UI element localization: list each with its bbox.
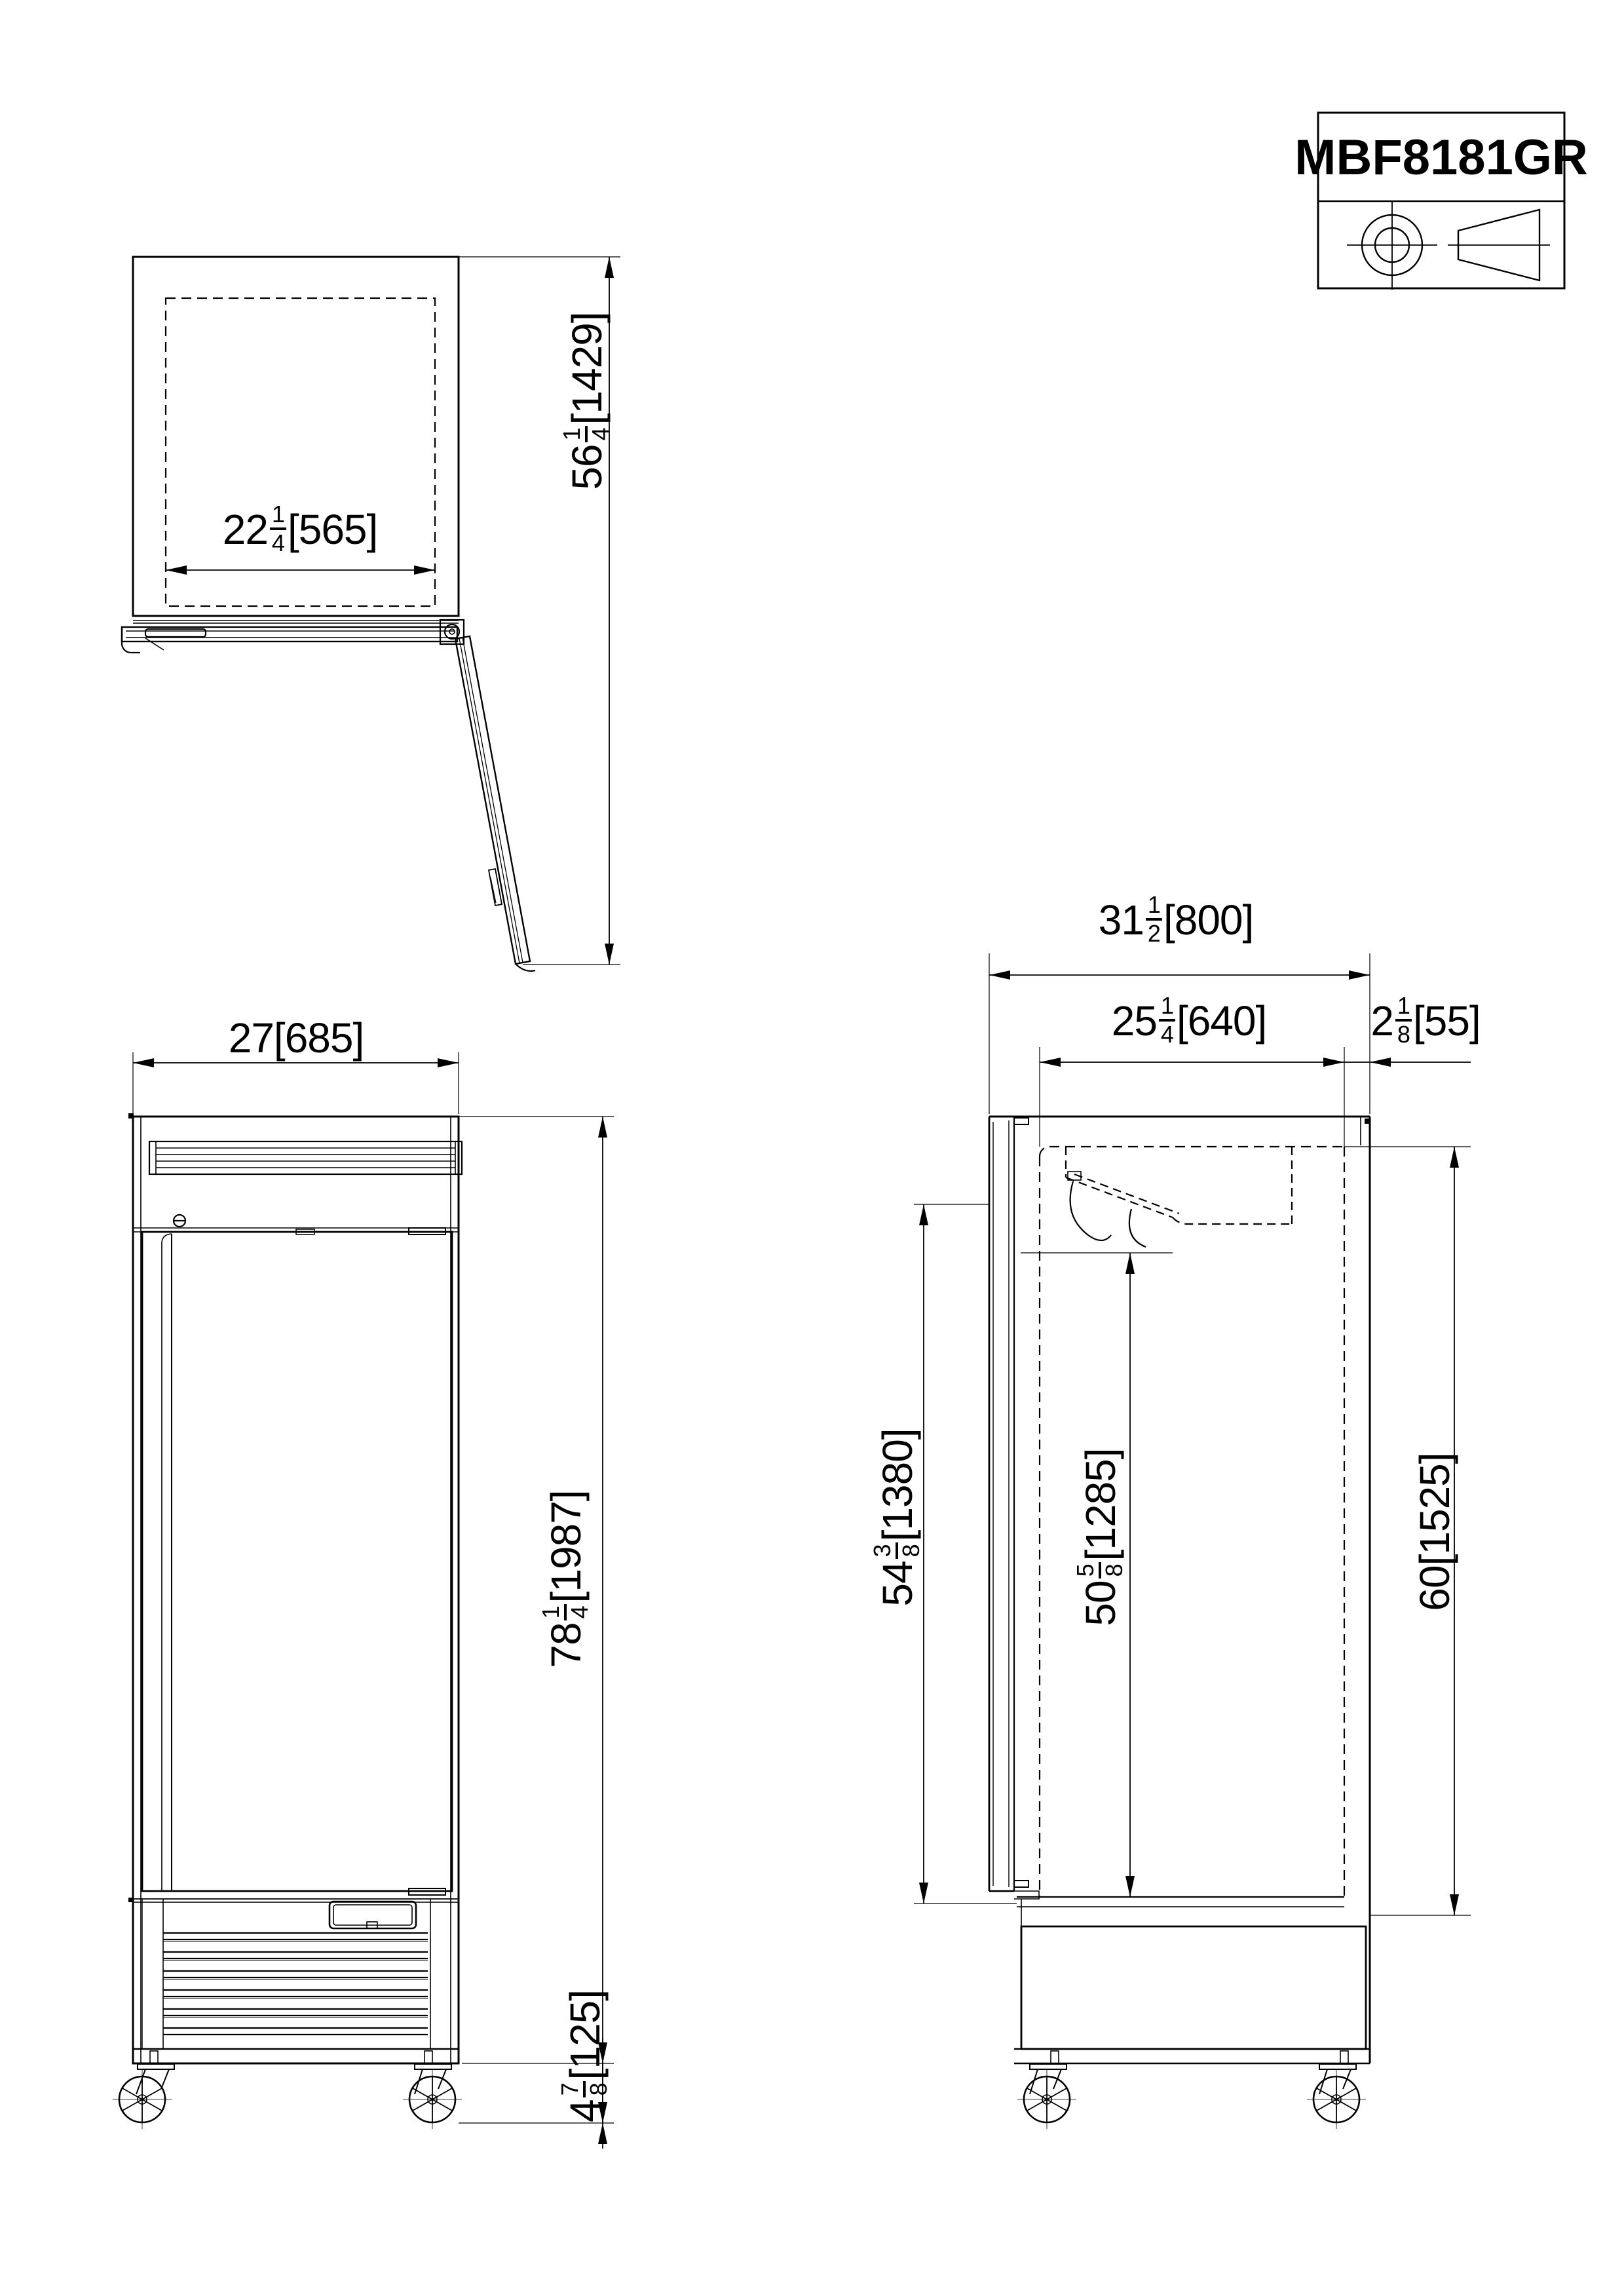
front-view-drawing [113,1052,614,2149]
dim-front-caster-height-label: 4 7 8 [125] [556,1990,612,2122]
dim-side-interior-height-label: 50 5 8 [1285] [1072,1448,1127,1626]
projection-front-symbol-icon [1347,201,1437,290]
model-number-label: MBF8181GR [1294,129,1588,185]
dim-plan-door-swing-label: 56 1 4 [1429] [558,312,614,490]
dim-front-width-label: 27 [685] [228,1014,364,1062]
dim-side-interior-depth-label: 25 $\frac{1}{4}$ [640] [1111,992,1267,1048]
dim-side-opening-height-label: 60 [1525] [1411,1453,1459,1611]
side-view-drawing [914,953,1471,2129]
dim-plan-interior-width-label: 22 $\frac{1}{4}$ [565] [222,501,378,556]
projection-side-symbol-icon [1448,210,1550,280]
dim-front-height-label: 78 1 4 [1987] [537,1490,593,1668]
dim-side-depth-label: 31 $\frac{1}{2}$ [800] [1098,891,1254,947]
plan-view-drawing [122,257,620,971]
dim-side-rear-clearance-label: 2 $\frac{1}{8}$ [55] [1370,992,1481,1048]
dim-side-door-height-label: 54 3 8 [1380] [869,1428,924,1607]
